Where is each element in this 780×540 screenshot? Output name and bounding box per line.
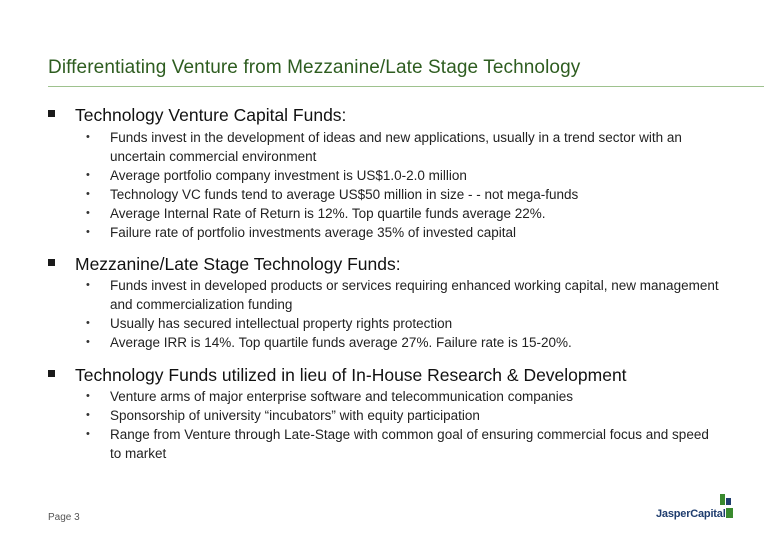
section-mezzanine xyxy=(48,254,748,352)
bullet-icon: • xyxy=(86,226,90,238)
jasper-capital-logo xyxy=(656,494,766,524)
bullet-icon: • xyxy=(86,169,90,181)
section-heading: Technology Venture Capital Funds: xyxy=(75,105,347,125)
section-venture xyxy=(48,105,748,242)
bullet-icon: • xyxy=(86,409,90,421)
list-item: • Technology VC funds tend to average US$50 million in size - - not mega-funds xyxy=(86,187,579,202)
list-item: • Average IRR is 14%. Top quartile funds average 27%. Failure rate is 15-20%. xyxy=(86,335,572,350)
bullet-icon: • xyxy=(86,317,90,329)
bullet-icon: • xyxy=(86,390,90,402)
slide-title: Differentiating Venture from Mezzanine/Late Stage Technology xyxy=(48,57,581,78)
page-number: Page 3 xyxy=(48,512,80,523)
bullet-icon: • xyxy=(86,428,90,440)
list-item: • Usually has secured intellectual property rights protection xyxy=(86,316,453,331)
bullet-icon: • xyxy=(86,207,90,219)
square-bullet-icon xyxy=(48,110,55,117)
bullet-icon: • xyxy=(86,188,90,200)
list-item: • Range from Venture through Late-Stage with common goal of ensuring commercial focus and speed to market xyxy=(86,427,709,461)
bullet-icon: • xyxy=(86,336,90,348)
list-item: • Failure rate of portfolio investments average 35% of invested capital xyxy=(86,225,516,240)
title-divider xyxy=(48,86,764,87)
bullet-icon: • xyxy=(86,279,90,291)
bullet-icon: • xyxy=(86,131,90,143)
section-heading: Technology Funds utilized in lieu of In-House Research & Development xyxy=(75,365,627,385)
list-item: • Average portfolio company investment is US$1.0-2.0 million xyxy=(86,168,467,183)
list-item: • Venture arms of major enterprise software and telecommunication companies xyxy=(86,389,573,404)
square-bullet-icon xyxy=(48,370,55,377)
square-bullet-icon xyxy=(48,259,55,266)
section-heading: Mezzanine/Late Stage Technology Funds: xyxy=(75,254,401,274)
list-item: • Funds invest in the development of ideas and new applications, usually in a trend sector with an uncertain commercial environment xyxy=(86,130,682,164)
list-item: • Average Internal Rate of Return is 12%. Top quartile funds average 22%. xyxy=(86,206,546,221)
section-in-lieu xyxy=(48,365,748,463)
list-item: • Sponsorship of university “incubators” with equity participation xyxy=(86,408,480,423)
list-item: • Funds invest in developed products or services requiring enhanced working capital, new management and commercialization funding xyxy=(86,278,719,312)
logo-wordmark: JasperCapital xyxy=(656,508,726,520)
